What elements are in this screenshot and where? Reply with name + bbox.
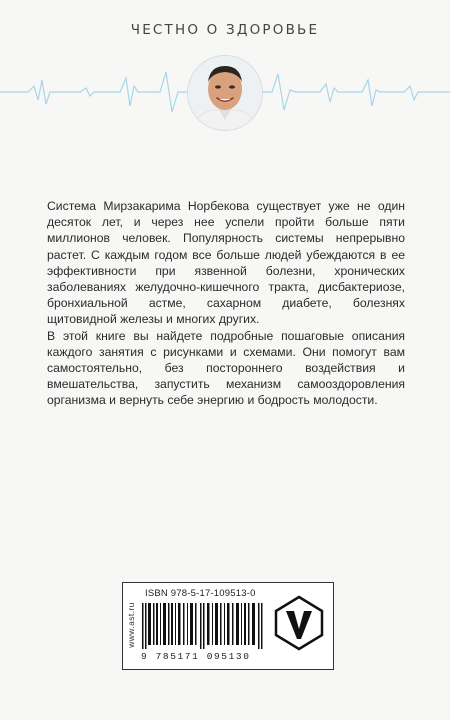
- isbn-text: ISBN 978-5-17-109513-0: [145, 588, 256, 599]
- publisher-logo: [274, 595, 324, 651]
- annotation-paragraph-1: Система Мирзакарима Норбекова существует уже не один десяток лет, и через нее успели пройти больше пяти миллионов человек. Популярность системы непрерывно растет. С каждым годом все больше людей убеждаются в ее эффективности при язвенной болезни, хронических заболеваниях желудочно-кишечного тракта, дисбактериозе, бронхиальной астме, сахарном диабете, болезнях щитовидной железы и многих других.: [47, 199, 405, 327]
- annotation-text: [47, 198, 405, 409]
- author-face-illustration: [188, 56, 262, 130]
- ean-digits: 9 785171 095130: [141, 651, 251, 662]
- author-portrait: [188, 56, 262, 130]
- barcode-bars: [142, 603, 264, 649]
- website-text: www.ast.ru: [126, 602, 136, 648]
- website-label: [124, 582, 138, 668]
- series-title: ЧЕСТНО О ЗДОРОВЬЕ: [130, 22, 320, 38]
- annotation-paragraph-2: В этой книге вы найдете подробные пошаговые описания каждого занятия с рисунками и схемами. Они помогут вам самостоятельно, без постороннего воздействия и вмешательства, запустить механизм самооздоровления организма и вернуть себе энергию и бодрость молодости.: [47, 328, 405, 408]
